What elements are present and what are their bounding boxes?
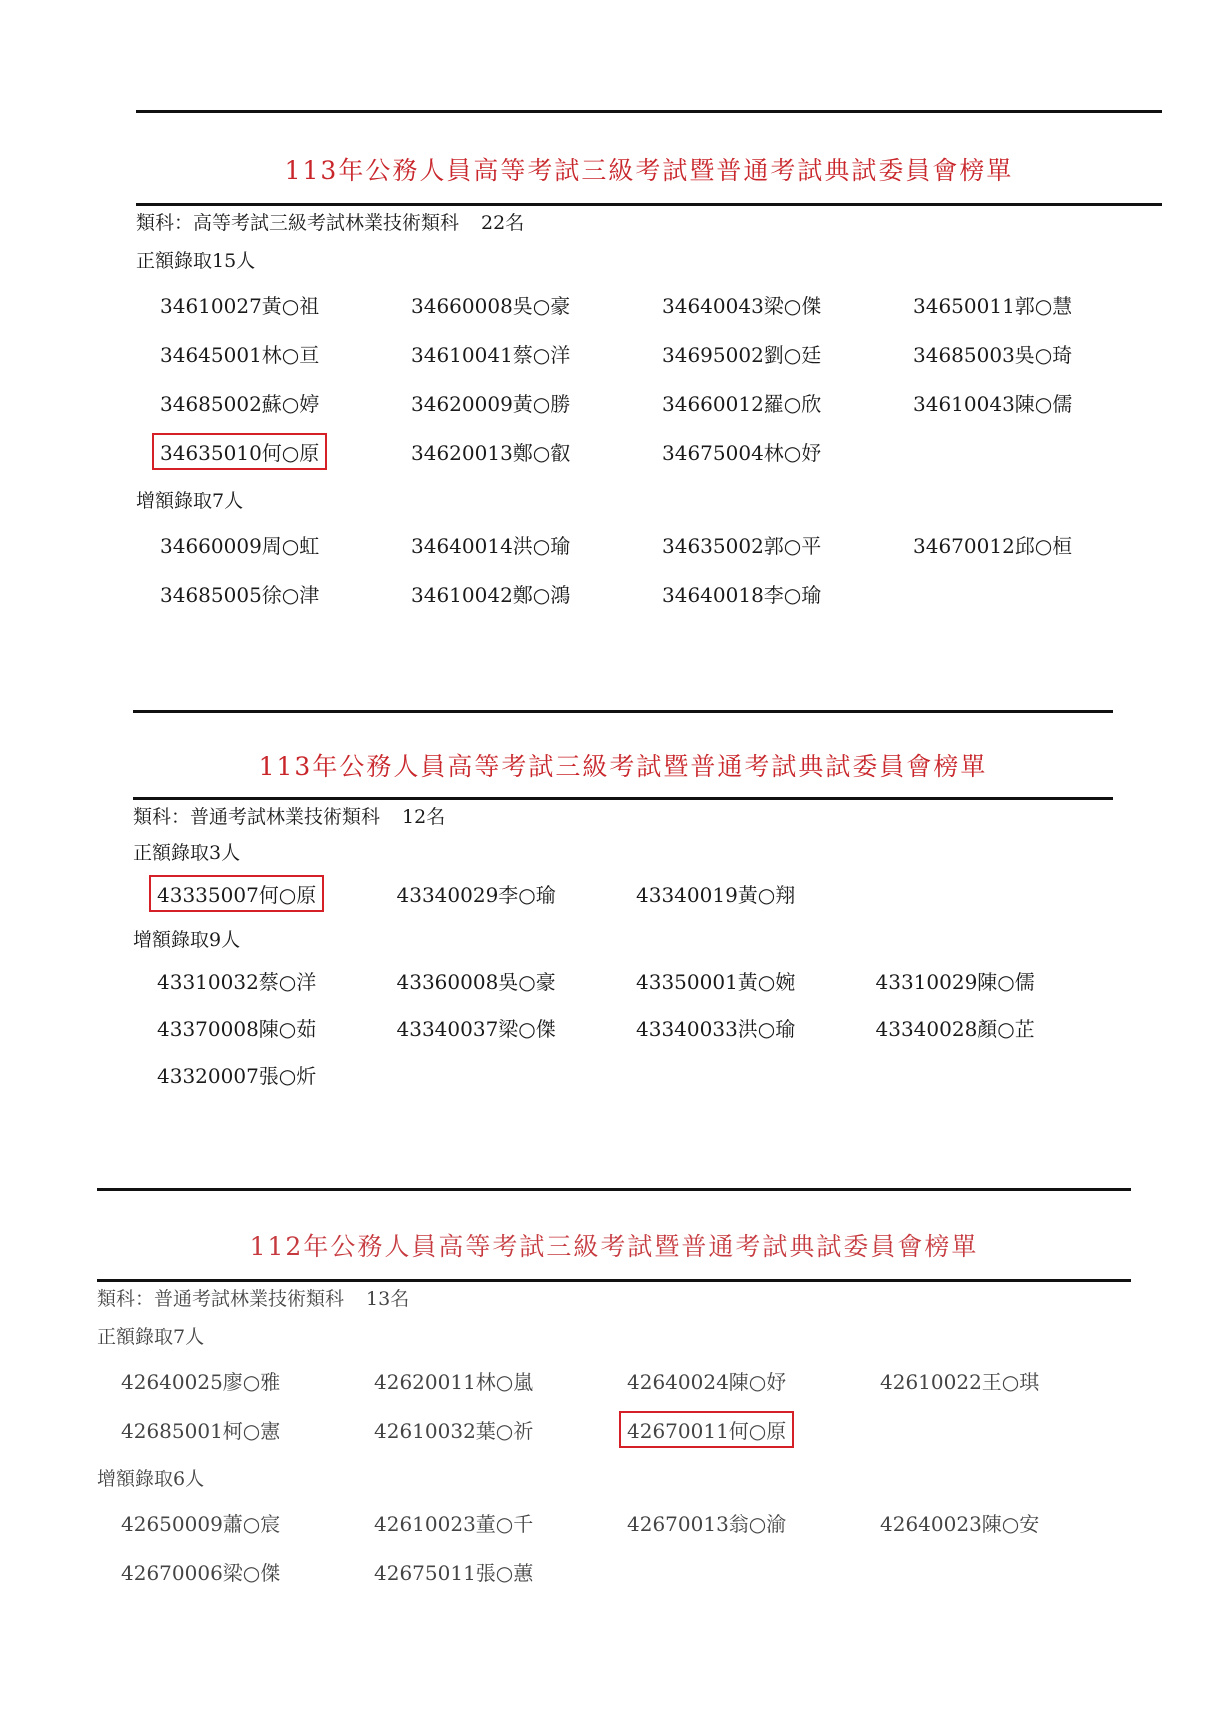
candidate-id-name: 34660008吳○豪 — [411, 294, 571, 318]
category-line — [133, 802, 1113, 832]
candidate-id-name: 42670013翁○渝 — [627, 1512, 787, 1536]
candidate-id-name: 43310032蔡○洋 — [157, 970, 317, 994]
candidate-entry — [660, 427, 911, 476]
candidate-entry — [660, 329, 911, 378]
candidate-entry — [158, 378, 409, 427]
candidate-entry — [634, 870, 874, 917]
candidate-entry — [409, 329, 660, 378]
candidate-id-name: 34635010何○原 — [152, 433, 327, 470]
category-label: 類科：高等考試三級考試林業技術類科 — [136, 212, 460, 234]
candidate-id-name: 42610023董○千 — [374, 1512, 534, 1536]
candidate-entry — [625, 1498, 878, 1547]
category-line — [97, 1284, 1131, 1314]
candidate-id-name: 43340028顏○芷 — [875, 1017, 1035, 1041]
candidate-id-name: 34695002劉○廷 — [662, 343, 822, 367]
candidate-id-name: 42640023陳○安 — [880, 1512, 1040, 1536]
candidate-id-name: 34610027黃○祖 — [160, 294, 320, 318]
extra-list — [158, 520, 1162, 618]
candidate-entry — [660, 569, 911, 618]
candidate-id-name: 34620013鄭○叡 — [411, 441, 571, 465]
candidate-entry — [119, 1547, 372, 1596]
candidate-id-name: 34660009周○虹 — [160, 534, 320, 558]
candidate-id-name: 34610041蔡○洋 — [411, 343, 571, 367]
candidate-id-name: 34640014洪○瑜 — [411, 534, 571, 558]
candidate-id-name: 42670006梁○傑 — [121, 1561, 281, 1585]
section-title: 113年公務人員高等考試三級考試暨普通考試典試委員會榜單 — [258, 752, 988, 781]
candidate-id-name: 34685005徐○津 — [160, 583, 320, 607]
category-count: 22名 — [481, 212, 525, 234]
candidate-entry — [878, 1356, 1131, 1405]
category-label: 類科：普通考試林業技術類科 — [97, 1288, 345, 1310]
candidate-entry — [660, 520, 911, 569]
candidate-id-name: 42650009蕭○宸 — [121, 1512, 281, 1536]
candidate-entry — [911, 329, 1162, 378]
regular-list — [158, 280, 1162, 476]
candidate-id-name: 34660012羅○欣 — [662, 392, 822, 416]
candidate-id-name: 34670012邱○桓 — [913, 534, 1073, 558]
candidate-entry — [874, 1004, 1114, 1051]
candidate-entry — [155, 1051, 395, 1098]
regular-list — [155, 870, 1113, 917]
candidate-entry — [660, 378, 911, 427]
candidate-entry — [395, 957, 635, 1004]
candidate-id-name: 42670011何○原 — [619, 1411, 794, 1448]
candidate-id-name: 34610042鄭○鴻 — [411, 583, 571, 607]
candidate-entry — [874, 957, 1114, 1004]
candidate-entry — [395, 870, 635, 917]
top-rule — [136, 110, 1162, 113]
candidate-entry — [911, 378, 1162, 427]
candidate-entry — [158, 569, 409, 618]
candidate-id-name: 42610022王○琪 — [880, 1370, 1040, 1394]
candidate-entry — [158, 520, 409, 569]
candidate-id-name: 43335007何○原 — [149, 875, 324, 912]
candidate-id-name: 34640018李○瑜 — [662, 583, 822, 607]
candidate-entry — [878, 1498, 1131, 1547]
candidate-id-name: 34610043陳○儒 — [913, 392, 1073, 416]
candidate-entry-highlighted — [155, 870, 395, 917]
candidate-entry — [119, 1498, 372, 1547]
candidate-id-name: 42640024陳○妤 — [627, 1370, 787, 1394]
candidate-entry — [119, 1356, 372, 1405]
exam-result-section-1 — [136, 110, 1162, 618]
candidate-id-name: 34635002郭○平 — [662, 534, 822, 558]
candidate-entry — [634, 957, 874, 1004]
section-title: 112年公務人員高等考試三級考試暨普通考試典試委員會榜單 — [249, 1232, 979, 1261]
title-rule — [133, 797, 1113, 800]
candidate-entry — [911, 520, 1162, 569]
exam-result-section-3 — [97, 1188, 1131, 1596]
candidate-id-name: 43370008陳○茹 — [157, 1017, 317, 1041]
category-line — [136, 208, 1162, 238]
candidate-id-name: 34650011郭○慧 — [913, 294, 1073, 318]
top-rule — [133, 710, 1113, 713]
candidate-id-name: 43310029陳○儒 — [875, 970, 1035, 994]
candidate-entry — [155, 957, 395, 1004]
regular-label: 正額錄取15人 — [136, 250, 256, 272]
candidate-id-name: 42640025廖○雅 — [121, 1370, 281, 1394]
candidate-id-name: 34685002蘇○婷 — [160, 392, 320, 416]
candidate-entry — [625, 1356, 878, 1405]
candidate-entry — [372, 1356, 625, 1405]
candidate-id-name: 34685003吳○琦 — [913, 343, 1073, 367]
candidate-entry — [155, 1004, 395, 1051]
regular-label: 正額錄取7人 — [97, 1326, 205, 1348]
candidate-id-name: 34620009黃○勝 — [411, 392, 571, 416]
candidate-entry — [409, 280, 660, 329]
section-title: 113年公務人員高等考試三級考試暨普通考試典試委員會榜單 — [284, 156, 1014, 185]
regular-list — [119, 1356, 1131, 1454]
candidate-id-name: 43350001黃○婉 — [636, 970, 796, 994]
candidate-id-name: 42675011張○蕙 — [374, 1561, 534, 1585]
category-label: 類科：普通考試林業技術類科 — [133, 806, 381, 828]
candidate-entry — [372, 1498, 625, 1547]
candidate-entry-highlighted — [158, 427, 409, 476]
candidate-entry — [119, 1405, 372, 1454]
top-rule — [97, 1188, 1131, 1191]
candidate-entry — [158, 280, 409, 329]
candidate-entry — [409, 427, 660, 476]
candidate-entry — [158, 329, 409, 378]
candidate-id-name: 43360008吳○豪 — [396, 970, 556, 994]
title-rule — [97, 1279, 1131, 1282]
category-count: 13名 — [366, 1288, 410, 1310]
candidate-entry — [409, 378, 660, 427]
candidate-entry — [372, 1405, 625, 1454]
candidate-id-name: 43340019黃○翔 — [636, 883, 796, 907]
extra-label: 增額錄取7人 — [136, 490, 244, 512]
title-rule — [136, 203, 1162, 206]
candidate-entry — [634, 1004, 874, 1051]
candidate-id-name: 34640043梁○傑 — [662, 294, 822, 318]
candidate-id-name: 43340037梁○傑 — [396, 1017, 556, 1041]
candidate-entry — [395, 1004, 635, 1051]
candidate-entry — [409, 520, 660, 569]
candidate-entry — [911, 280, 1162, 329]
extra-list — [119, 1498, 1131, 1596]
extra-label: 增額錄取6人 — [97, 1468, 205, 1490]
candidate-id-name: 43320007張○炘 — [157, 1064, 317, 1088]
category-count: 12名 — [402, 806, 446, 828]
extra-label: 增額錄取9人 — [133, 929, 241, 951]
candidate-id-name: 42620011林○嵐 — [374, 1370, 534, 1394]
candidate-entry — [660, 280, 911, 329]
candidate-id-name: 43340029李○瑜 — [396, 883, 556, 907]
extra-list — [155, 957, 1113, 1098]
candidate-entry-highlighted — [625, 1405, 878, 1454]
regular-label: 正額錄取3人 — [133, 842, 241, 864]
candidate-id-name: 43340033洪○瑜 — [636, 1017, 796, 1041]
candidate-entry — [409, 569, 660, 618]
candidate-id-name: 34645001林○亘 — [160, 343, 320, 367]
candidate-id-name: 34675004林○妤 — [662, 441, 822, 465]
candidate-entry — [372, 1547, 625, 1596]
candidate-id-name: 42685001柯○憲 — [121, 1419, 281, 1443]
exam-result-section-2 — [133, 710, 1113, 1098]
candidate-id-name: 42610032葉○祈 — [374, 1419, 534, 1443]
